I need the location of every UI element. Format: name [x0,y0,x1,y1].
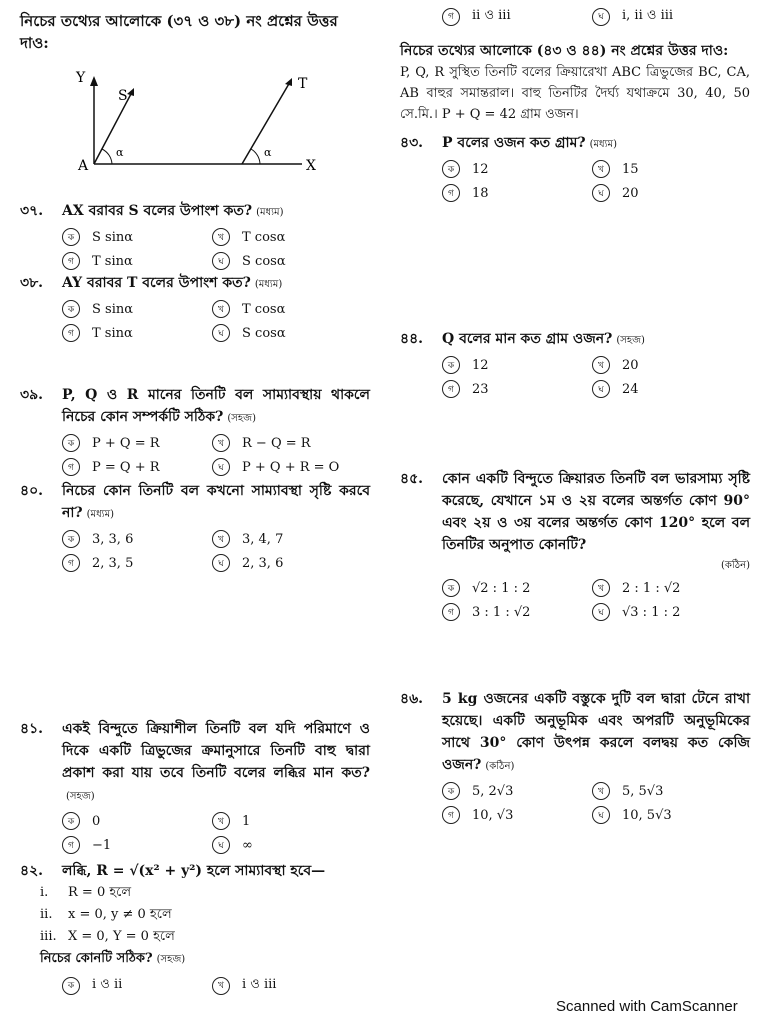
label-t: T [298,76,308,92]
intro-37-38: নিচের তথ্যের আলোকে (৩৭ ও ৩৮) নং প্রশ্নের উত্তর দাও: [20,12,338,52]
question-text: AX বরাবর S বলের উপাংশ কত? [62,203,253,219]
force-diagram [70,68,350,178]
question-number: ৪২. [20,863,44,879]
option-kha[interactable]: খ 2 : 1 : √2 [592,579,742,597]
question-text: P বলের ওজন কত গ্রাম? [442,135,586,151]
option-kha[interactable]: খ R − Q = R [212,434,362,452]
option-ga[interactable]: গ T sinα [62,324,212,342]
question-38 [20,272,370,342]
statement-iii: iii. X = 0, Y = 0 হলে [40,929,175,944]
option-ga[interactable]: গ ii ও iii [442,6,592,27]
question-number: ৩৮. [20,275,44,291]
option-ka[interactable]: ক 12 [442,160,592,178]
statement-ii: ii. x = 0, y ≠ 0 হলে [40,907,172,922]
difficulty-tag: (সহজ) [66,791,95,802]
option-kha[interactable]: খ 20 [592,356,742,374]
difficulty-tag: (মধ্যম) [256,207,284,218]
option-kha[interactable]: খ 3, 4, 7 [212,530,362,548]
difficulty-tag: (সহজ) [156,954,186,965]
option-ka[interactable]: ক 5, 2√3 [442,782,592,800]
option-ga[interactable]: গ 23 [442,380,592,398]
option-ka[interactable]: ক S sinα [62,300,212,318]
option-ka[interactable]: ক √2 : 1 : 2 [442,579,592,597]
question-46 [400,688,750,824]
question-text: কোন একটি বিন্দুতে ক্রিয়ারত তিনটি বল ভারসাম্য সৃষ্টি করেছে, যেখানে ১ম ও ২য় বলের অন্তর্গত কোণ 90° এবং ২য় ও ৩য় বলের অন্তর্গত কোণ 120° হলে বল তিনটির অনুপাত কোনটি? [442,471,750,553]
question-44 [400,328,750,398]
option-ka[interactable]: ক P + Q = R [62,434,212,452]
question-number: ৪৫. [400,471,424,487]
option-kha[interactable]: খ i ও iii [212,975,362,996]
option-ga[interactable]: গ T sinα [62,252,212,270]
option-ka[interactable]: ক 3, 3, 6 [62,530,212,548]
label-x: X [306,158,316,174]
option-ka[interactable]: ক 0 [62,812,212,830]
option-kha[interactable]: খ 5, 5√3 [592,782,742,800]
question-text: P, Q ও R মানের তিনটি বল সাম্যাবস্থায় থাকলে নিচের কোন সম্পর্কটি সঠিক? [62,387,370,425]
carry-over-options [400,2,750,27]
question-37 [20,200,370,270]
question-text: নিচের কোন তিনটি বল কখনো সাম্যাবস্থা সৃষ্টি করবে না? [62,483,370,521]
option-kha[interactable]: খ T cosα [212,228,362,246]
label-a: A [78,158,89,174]
option-ka[interactable]: ক S sinα [62,228,212,246]
difficulty-tag: (সহজ) [227,413,256,424]
option-ga[interactable]: গ P = Q + R [62,458,212,476]
option-kha[interactable]: খ T cosα [212,300,362,318]
followup-question: নিচের কোনটি সঠিক? (সহজ) [40,951,186,966]
question-number: ৪৬. [400,691,424,707]
question-text: একই বিন্দুতে ক্রিয়াশীল তিনটি বল যদি পরিমাণে ও দিকে একটি ত্রিভুজের ক্রমানুসারে তিনটি বাহু দ্বারা প্রকাশ করা যায় তবে তিনটি বলের লব্ধির মান কত? [62,721,370,781]
option-kha[interactable]: খ 15 [592,160,742,178]
option-gha[interactable]: ঘ S cosα [212,252,362,270]
option-ga[interactable]: গ −1 [62,836,212,854]
statement-i: i. R = 0 হলে [40,885,132,900]
question-39 [20,384,370,476]
question-45 [400,468,750,621]
question-43 [400,132,750,202]
difficulty-tag: (মধ্যম) [86,509,115,520]
option-gha[interactable]: ঘ 24 [592,380,742,398]
option-gha[interactable]: ঘ 20 [592,184,742,202]
option-ga[interactable]: গ 10, √3 [442,806,592,824]
question-number: ৪৩. [400,135,424,151]
option-ga[interactable]: গ 2, 3, 5 [62,554,212,572]
intro-43-44 [400,40,750,125]
question-text: লব্ধি, R = √(x² + y²) হলে সাম্যাবস্থা হবে— [62,863,326,879]
option-ga[interactable]: গ 3 : 1 : √2 [442,603,592,621]
label-s: S [118,88,128,104]
scanner-watermark: Scanned with CamScanner [556,998,738,1015]
option-gha[interactable]: ঘ ∞ [212,836,362,854]
option-gha[interactable]: ঘ P + Q + R = O [212,458,362,476]
question-number: ৪৪. [400,331,424,347]
option-gha[interactable]: ঘ i, ii ও iii [592,6,742,27]
question-42 [20,860,370,996]
option-kha[interactable]: খ 1 [212,812,362,830]
question-number: ৩৯. [20,387,44,403]
option-ga[interactable]: গ 18 [442,184,592,202]
question-text: Q বলের মান কত গ্রাম ওজন? [442,331,613,347]
difficulty-tag: (কঠিন) [721,560,750,571]
question-41 [20,718,370,854]
question-40 [20,480,370,572]
question-number: ৪০. [20,483,44,499]
option-gha[interactable]: ঘ S cosα [212,324,362,342]
option-gha[interactable]: ঘ 2, 3, 6 [212,554,362,572]
option-gha[interactable]: ঘ 10, 5√3 [592,806,742,824]
question-number: ৪১. [20,721,44,737]
question-text: AY বরাবর T বলের উপাংশ কত? [62,275,251,291]
intro-body: P, Q, R সুস্থিত তিনটি বলের ক্রিয়ারেখা ABC ত্রিভুজের BC, CA, AB বাহুর সমান্তরাল। বাহু তিনটির দৈর্ঘ্য যথাক্রমে 30, 40, 50 সে.মি.। P + Q = 42 গ্রাম ওজন। [400,65,750,122]
difficulty-tag: (কঠিন) [485,761,515,772]
question-text: 5 kg ওজনের একটি বস্তুকে দুটি বল দ্বারা টেনে রাখা হয়েছে। একটি অনুভূমিক এবং অপরটি অনুভূমিকের সাথে 30° কোণ উৎপন্ন করলে বলদ্বয় কত কেজি ওজন? [442,691,750,773]
difficulty-tag: (সহজ) [616,335,645,346]
option-ka[interactable]: ক i ও ii [62,975,212,996]
label-y: Y [76,70,86,86]
option-ka[interactable]: ক 12 [442,356,592,374]
question-number: ৩৭. [20,203,44,219]
label-alpha-1: α [116,146,124,159]
difficulty-tag: (মধ্যম) [589,139,618,150]
option-gha[interactable]: ঘ √3 : 1 : 2 [592,603,742,621]
difficulty-tag: (মধ্যম) [254,279,283,290]
intro-heading: নিচের তথ্যের আলোকে (৪৩ ও ৪৪) নং প্রশ্নের উত্তর দাও: [400,43,729,59]
label-alpha-2: α [264,146,272,159]
